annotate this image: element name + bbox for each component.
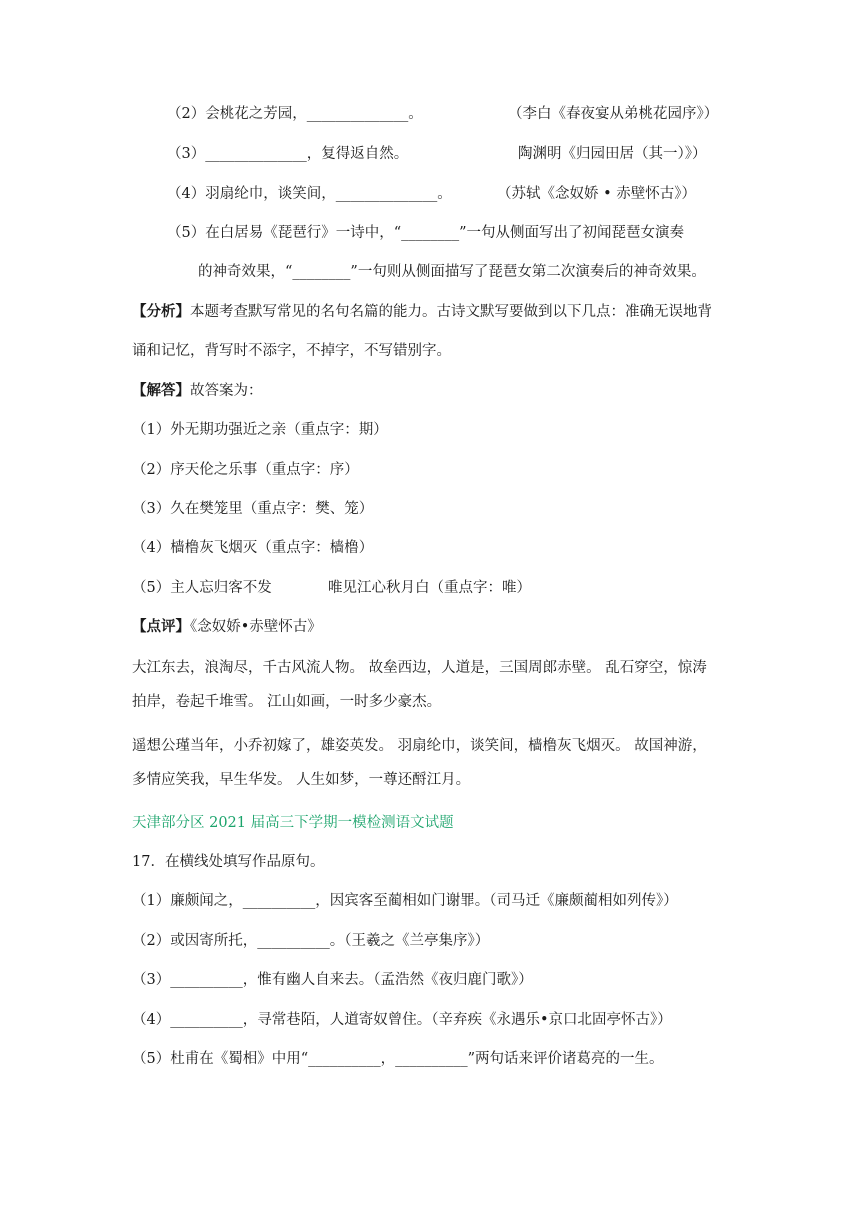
analysis-line1 — [132, 302, 712, 322]
answer-item-5b: 唯见江心秋月白（重点字：唯） — [328, 580, 531, 596]
analysis-line2: 诵和记忆，背写时不添字，不掉字，不写错别字。 — [132, 343, 451, 359]
poem-line-1: 大江东去，浪淘尽，千古风流人物。 故垒西边，人道是，三国周郎赤壁。 乱石穿空，惊涛 — [132, 660, 707, 676]
q16-item-2-source: （李白《春夜宴从弟桃花园序》） — [508, 106, 719, 122]
q16-item-5-line1: （5）在白居易《琵琶行》一诗中，“________”一句从侧面写出了初闻琵琶女演奏 — [167, 225, 685, 241]
analysis-label: 【分析】 — [132, 303, 190, 320]
comment-title: 《念奴娇•赤壁怀古》 — [190, 619, 322, 635]
poem-line-4: 多情应笑我，早生华发。 人生如梦，一尊还酹江月。 — [132, 772, 471, 788]
q16-item-2: （2）会桃花之芳园，______________。 — [167, 106, 423, 122]
answer-header — [132, 381, 263, 401]
section-title: 天津部分区 2021 届高三下学期一模检测语文试题 — [132, 815, 454, 831]
q16-item-3: （3）______________，复得返自然。 — [167, 146, 409, 162]
q17-item-2: （2）或因寄所托，__________。（王羲之《兰亭集序》） — [132, 933, 490, 949]
answer-item-2: （2）序天伦之乐事（重点字：序） — [132, 462, 359, 478]
q17-item-5: （5）杜甫在《蜀相》中用“__________，__________”两句话来评价诸葛亮的一生。 — [132, 1051, 664, 1067]
answer-item-1: （1）外无期功强近之亲（重点字：期） — [132, 422, 388, 438]
q17-item-3: （3）__________，惟有幽人自来去。（孟浩然《夜归鹿门歌》） — [132, 972, 533, 988]
comment-label: 【点评】 — [132, 618, 190, 635]
answer-item-3: （3）久在樊笼里（重点字：樊、笼） — [132, 501, 374, 517]
poem-line-2: 拍岸，卷起千堆雪。 江山如画，一时多少豪杰。 — [132, 694, 442, 710]
q17-stem: 17．在横线处填写作品原句。 — [132, 854, 325, 870]
q16-item-5-line2: 的神奇效果，“________”一句则从侧面描写了琵琶女第二次演奏后的神奇效果。 — [198, 264, 706, 280]
q16-item-3-source: 陶渊明《归园田居（其一）》） — [518, 146, 707, 162]
q17-item-4: （4）__________，寻常巷陌，人道寄奴曾住。（辛弃疾《永遇乐•京口北固亭怀古》） — [132, 1012, 672, 1028]
q17-item-1: （1）廉颇闻之，__________，因宾客至蔺相如门谢罪。（司马迁《廉颇蔺相如列传》） — [132, 893, 678, 909]
answer-item-4: （4）樯橹灰飞烟灭（重点字：樯橹） — [132, 540, 374, 556]
comment-header — [132, 617, 322, 637]
answer-label: 【解答】 — [132, 382, 190, 399]
q16-item-4: （4）羽扇纶巾，谈笑间，______________。 — [167, 186, 452, 202]
q16-item-4-source: （苏轼《念奴娇 • 赤壁怀古》） — [497, 186, 697, 202]
analysis-text-1: 本题考查默写常见的名句名篇的能力。古诗文默写要做到以下几点：准确无误地背 — [190, 304, 712, 320]
answer-item-5a: （5）主人忘归客不发 — [132, 580, 272, 596]
poem-line-3: 遥想公瑾当年，小乔初嫁了，雄姿英发。 羽扇纶巾，谈笑间，樯橹灰飞烟灭。 故国神游， — [132, 738, 707, 754]
answer-intro: 故答案为： — [190, 383, 263, 399]
